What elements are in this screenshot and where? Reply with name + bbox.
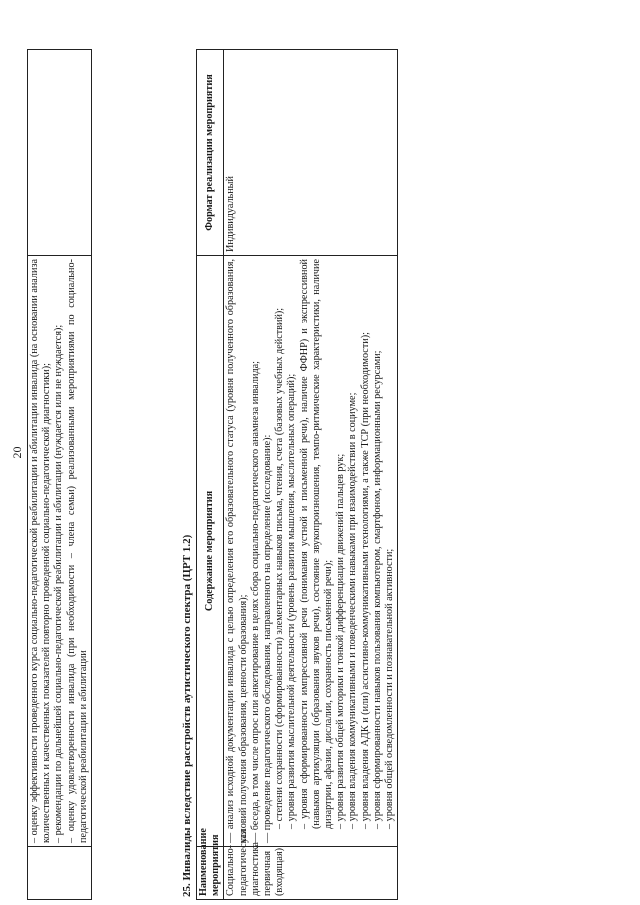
- content-subitem: – уровня владения коммуникативными и поведенческими навыками при взаимодействии в социуме;: [347, 392, 359, 829]
- top-table-item: – рекомендации по дальнейшей социально-педагогической реабилитации и абилитации (нуждается или не нуждается);: [53, 324, 65, 843]
- main-table-header-row: [197, 50, 224, 900]
- content-subitem: – уровня владения АДК и (или) ассистивно-коммуникативными технологиями, а также ТСР (при необходимости);: [359, 332, 371, 829]
- top-table-empty-cell: [28, 847, 92, 900]
- header-name: Наименование мероприятия: [197, 847, 224, 900]
- content-subitem: – уровня развития общей моторики и тонкой дифференциации движений пальцев рук;: [335, 453, 347, 829]
- page-number: 20: [10, 446, 24, 459]
- content-item: — беседа, в том числе опрос или анкетирование в целях сбора социально-педагогического анамнеза инвалида;: [249, 361, 261, 843]
- row-name-cell: Социально-педагогическая диагностика первичная (входящая): [224, 847, 398, 900]
- header-content: Содержание мероприятия: [197, 256, 224, 847]
- content-item: — проведение педагогического обследования, направленного на определение (исследование):: [262, 434, 274, 843]
- top-table-item: – оценку эффективности проведенного курса социально-педагогической реабилитации и абилитации инвалида (на основании анализа количественных и качественных показателей повторно проведенной социально-педагогической диагностики);: [29, 259, 53, 843]
- main-table-row: [224, 50, 398, 900]
- content-subitem: – уровня сформированности навыков пользования компьютером, смартфоном, информационными ресурсами;: [371, 350, 383, 829]
- header-format: Формат реализации мероприятия: [197, 50, 224, 256]
- content-item: — анализ исходной документации инвалида с целью определения его образовательного статуса (уровня полученного образования, условий получения образования, ценности образования);: [225, 259, 249, 843]
- top-table-row: [28, 50, 92, 900]
- content-subitem: – уровня развития мыслительной деятельности (уровень развития мышления, мыслительных операций);: [286, 373, 298, 829]
- top-table-content-cell: [28, 256, 92, 847]
- content-subitem: – степени сохранности (сформированности) элементарных навыков письма, чтения, счета (базовых учебных действий);: [274, 307, 286, 829]
- section-title: 25. Инвалиды вследствие расстройств аутистического спектра (ЦРТ 1.2): [181, 534, 193, 897]
- row-content-cell: [224, 256, 398, 847]
- content-subitem: – уровня сформированности импрессивной речи (понимания устной и письменной речи), наличие ФФНР) и экспрессивной (навыков артикуляции (образования звуков речи), состояние звукопроизношения, темпо-ритмические характеристики, наличие дизартрии, афазии, дислалии, сохранность письменной речи);: [298, 259, 335, 829]
- row-format-cell: Индивидуальный: [224, 50, 398, 256]
- top-table-item: – оценку удовлетворенности инвалида (при необходимости – члена семьи) реализованными мероприятиями по социально-педагогической реабилитации и абилитации: [65, 259, 89, 843]
- main-table: [196, 49, 398, 900]
- top-table-empty-cell: [28, 50, 92, 256]
- top-table: [27, 49, 92, 900]
- content-subitem: – уровня общей осведомленности и познавательной активности;: [384, 548, 396, 829]
